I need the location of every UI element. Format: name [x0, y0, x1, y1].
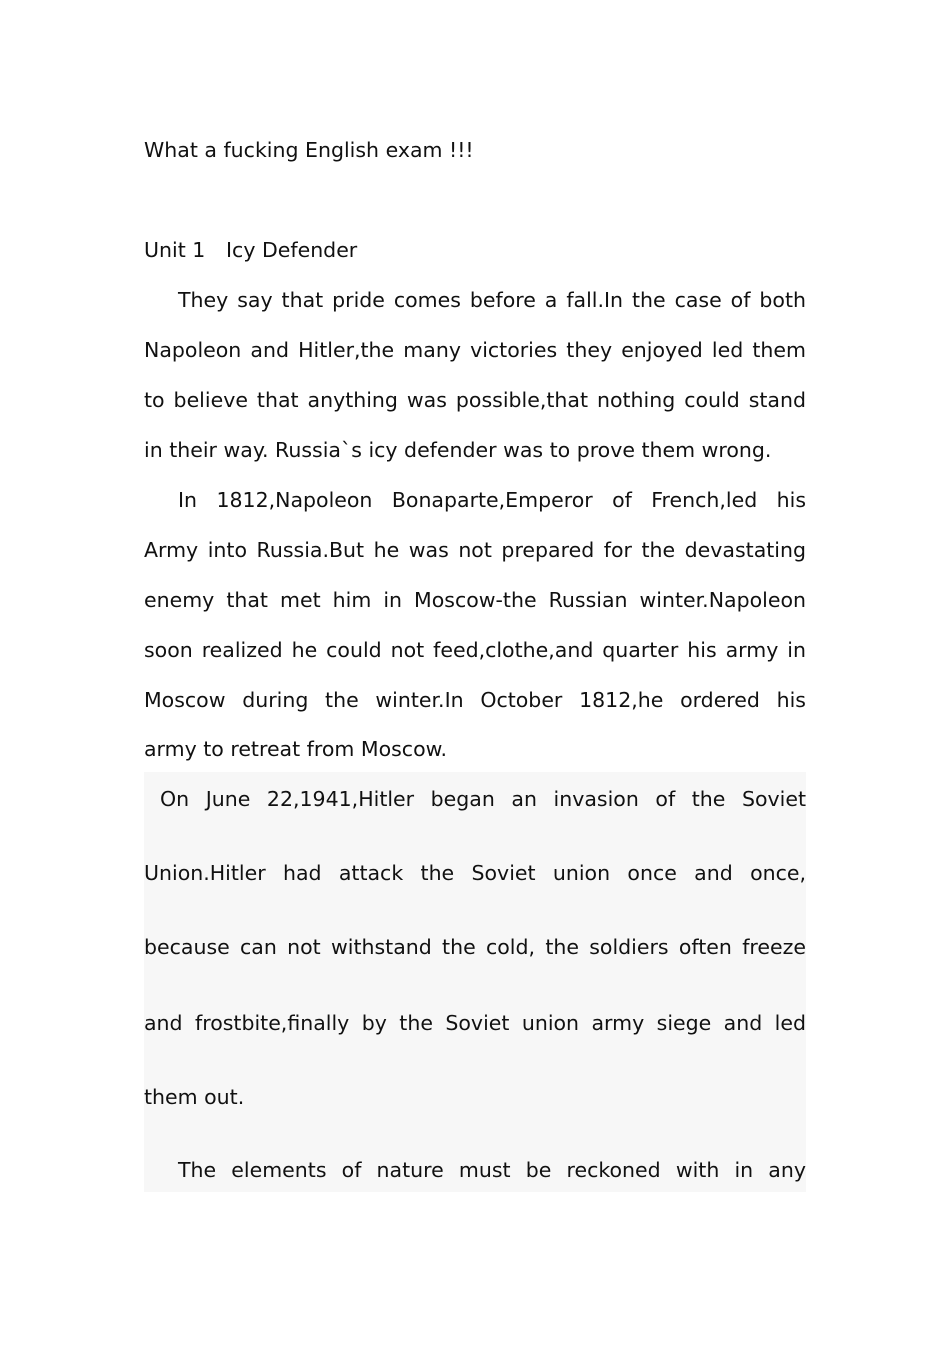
paragraph-2-line: Army into Russia.But he was not prepared for the devastating: [144, 538, 806, 562]
paragraph-2-line: soon realized he could not feed,clothe,and quarter his army in: [144, 638, 806, 662]
document-title: What a fucking English exam !!!: [144, 138, 474, 162]
unit-name: Icy Defender: [226, 238, 358, 262]
paragraph-2-line: army to retreat from Moscow.: [144, 737, 448, 761]
unit-heading: [144, 236, 806, 264]
paragraph-1-line: to believe that anything was possible,that nothing could stand: [144, 388, 806, 412]
paragraph-2-line: enemy that met him in Moscow-the Russian winter.Napoleon: [144, 588, 806, 612]
shaded-text-block: [144, 772, 806, 1192]
unit-number: Unit 1: [144, 238, 206, 262]
paragraph-3-line: and frostbite,finally by the Soviet union army siege and led: [144, 1011, 806, 1035]
paragraph-4-line: The elements of nature must be reckoned with in any: [178, 1158, 806, 1182]
paragraph-3-line: because can not withstand the cold, the soldiers often freeze: [144, 935, 806, 959]
paragraph-1-line: They say that pride comes before a fall.In the case of both: [178, 288, 806, 312]
paragraph-3-line: Union.Hitler had attack the Soviet union once and once,: [144, 861, 806, 885]
paragraph-2-line: Moscow during the winter.In October 1812,he ordered his: [144, 688, 806, 712]
paragraph-2-line: In 1812,Napoleon Bonaparte,Emperor of French,led his: [178, 488, 806, 512]
paragraph-1-line: in their way. Russia`s icy defender was to prove them wrong.: [144, 438, 772, 462]
paragraph-1-line: Napoleon and Hitler,the many victories they enjoyed led them: [144, 338, 806, 362]
paragraph-3-line: On June 22,1941,Hitler began an invasion of the Soviet: [160, 787, 806, 811]
paragraph-3-line: them out.: [144, 1085, 245, 1109]
